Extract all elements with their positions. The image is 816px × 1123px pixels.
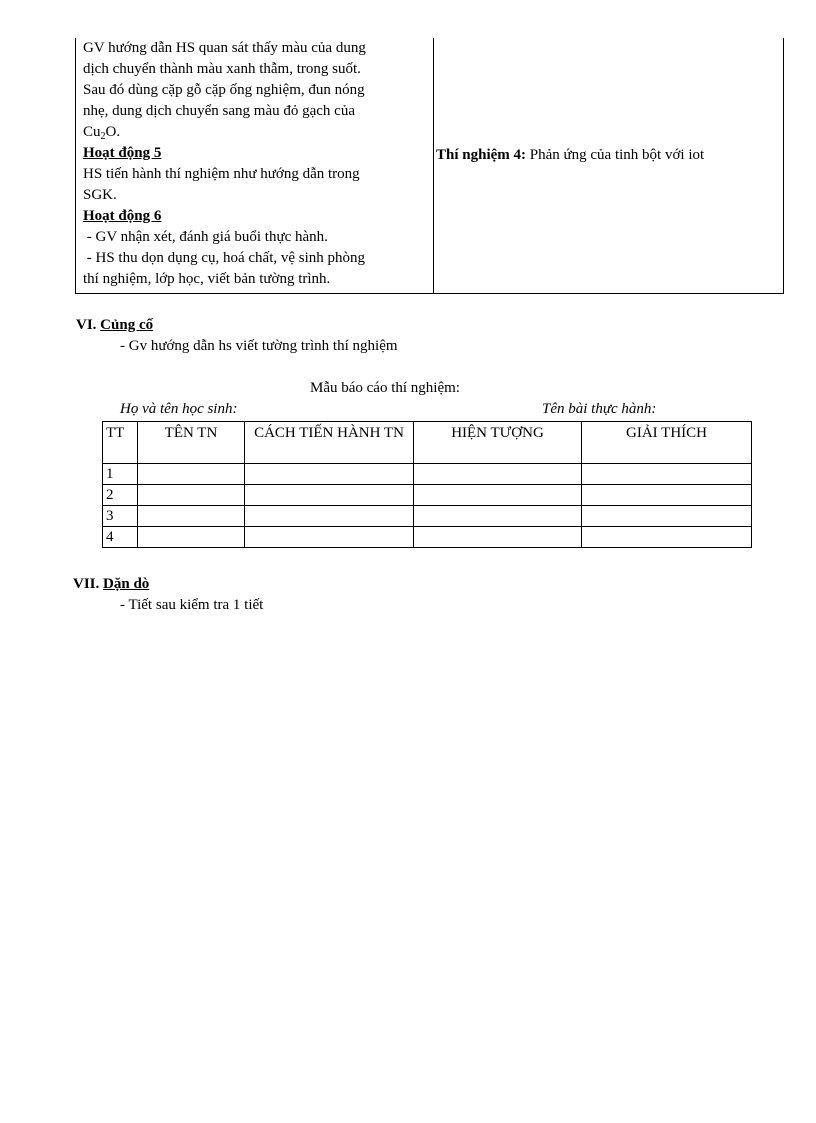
activity5-title: Hoạt động 5	[83, 145, 162, 161]
table-row	[103, 506, 752, 527]
report-caption: Mẫu báo cáo thí nghiệm:	[310, 380, 460, 396]
experiment4-label: Thí nghiệm 4:	[436, 147, 527, 163]
report-table	[102, 421, 752, 548]
table-cell	[138, 527, 245, 548]
row-number: 4	[103, 527, 138, 548]
row-number: 3	[103, 506, 138, 527]
row-number: 1	[103, 464, 138, 485]
text-line: dịch chuyển thành màu xanh thẫm, trong suốt.	[83, 61, 361, 77]
text-line: SGK.	[83, 187, 117, 203]
activity-table	[75, 38, 784, 294]
table-cell	[582, 485, 752, 506]
table-cell	[582, 506, 752, 527]
table-cell	[414, 527, 582, 548]
table-cell	[138, 506, 245, 527]
table-row	[103, 527, 752, 548]
header-phenomenon: HIỆN TƯỢNG	[414, 422, 582, 464]
section7-heading	[73, 576, 149, 593]
section7-item: - Tiết sau kiểm tra 1 tiết	[120, 597, 264, 613]
table-cell	[245, 506, 414, 527]
formula-suffix: O.	[105, 124, 121, 140]
table-row	[103, 464, 752, 485]
cu2o-formula	[83, 122, 433, 143]
table-cell	[582, 527, 752, 548]
text-line: Sau đó dùng cặp gỗ cặp ống nghiệm, đun nóng	[83, 82, 365, 98]
header-tt: TT	[103, 422, 138, 464]
formula-prefix: Cu	[83, 124, 101, 140]
section6-title: Củng cố	[100, 317, 154, 333]
text-line: HS tiến hành thí nghiệm như hướng dẫn trong	[83, 166, 360, 182]
table-cell	[245, 527, 414, 548]
section6-item: - Gv hướng dẫn hs viết tường trình thí nghiệm	[120, 338, 398, 354]
student-name-label: Họ và tên học sinh:	[120, 401, 238, 417]
table-cell	[414, 464, 582, 485]
text-line: thí nghiệm, lớp học, viết bản tường trình.	[83, 271, 331, 287]
table-cell	[414, 506, 582, 527]
header-explanation: GIẢI THÍCH	[582, 422, 752, 464]
activity-cell-right	[434, 38, 784, 293]
activity-cell-left	[76, 38, 434, 293]
table-cell	[414, 485, 582, 506]
table-cell	[138, 464, 245, 485]
report-header-row	[103, 422, 752, 464]
experiment4-text: Phản ứng của tinh bột với iot	[526, 147, 705, 163]
lesson-name-label: Tên bài thực hành:	[542, 401, 657, 417]
table-row	[103, 485, 752, 506]
section6-heading	[76, 317, 153, 334]
header-procedure: CÁCH TIẾN HÀNH TN	[245, 422, 414, 464]
text-line: nhẹ, dung dịch chuyển sang màu đỏ gạch của	[83, 103, 355, 119]
row-number: 2	[103, 485, 138, 506]
text-line: - GV nhận xét, đánh giá buổi thực hành.	[83, 229, 328, 245]
table-cell	[245, 485, 414, 506]
experiment4	[436, 145, 704, 166]
formula-subscript: 2	[100, 131, 106, 142]
activity6-title: Hoạt động 6	[83, 208, 162, 224]
text-line: - HS thu dọn dụng cụ, hoá chất, vệ sinh phòng	[83, 250, 366, 266]
section7-title: Dặn dò	[103, 576, 150, 592]
table-cell	[582, 464, 752, 485]
table-cell	[138, 485, 245, 506]
section7-number: VII.	[73, 576, 100, 592]
header-test-name: TÊN TN	[138, 422, 245, 464]
table-cell	[245, 464, 414, 485]
text-line: GV hướng dẫn HS quan sát thấy màu của dung	[83, 40, 366, 56]
section6-number: VI.	[76, 317, 97, 333]
